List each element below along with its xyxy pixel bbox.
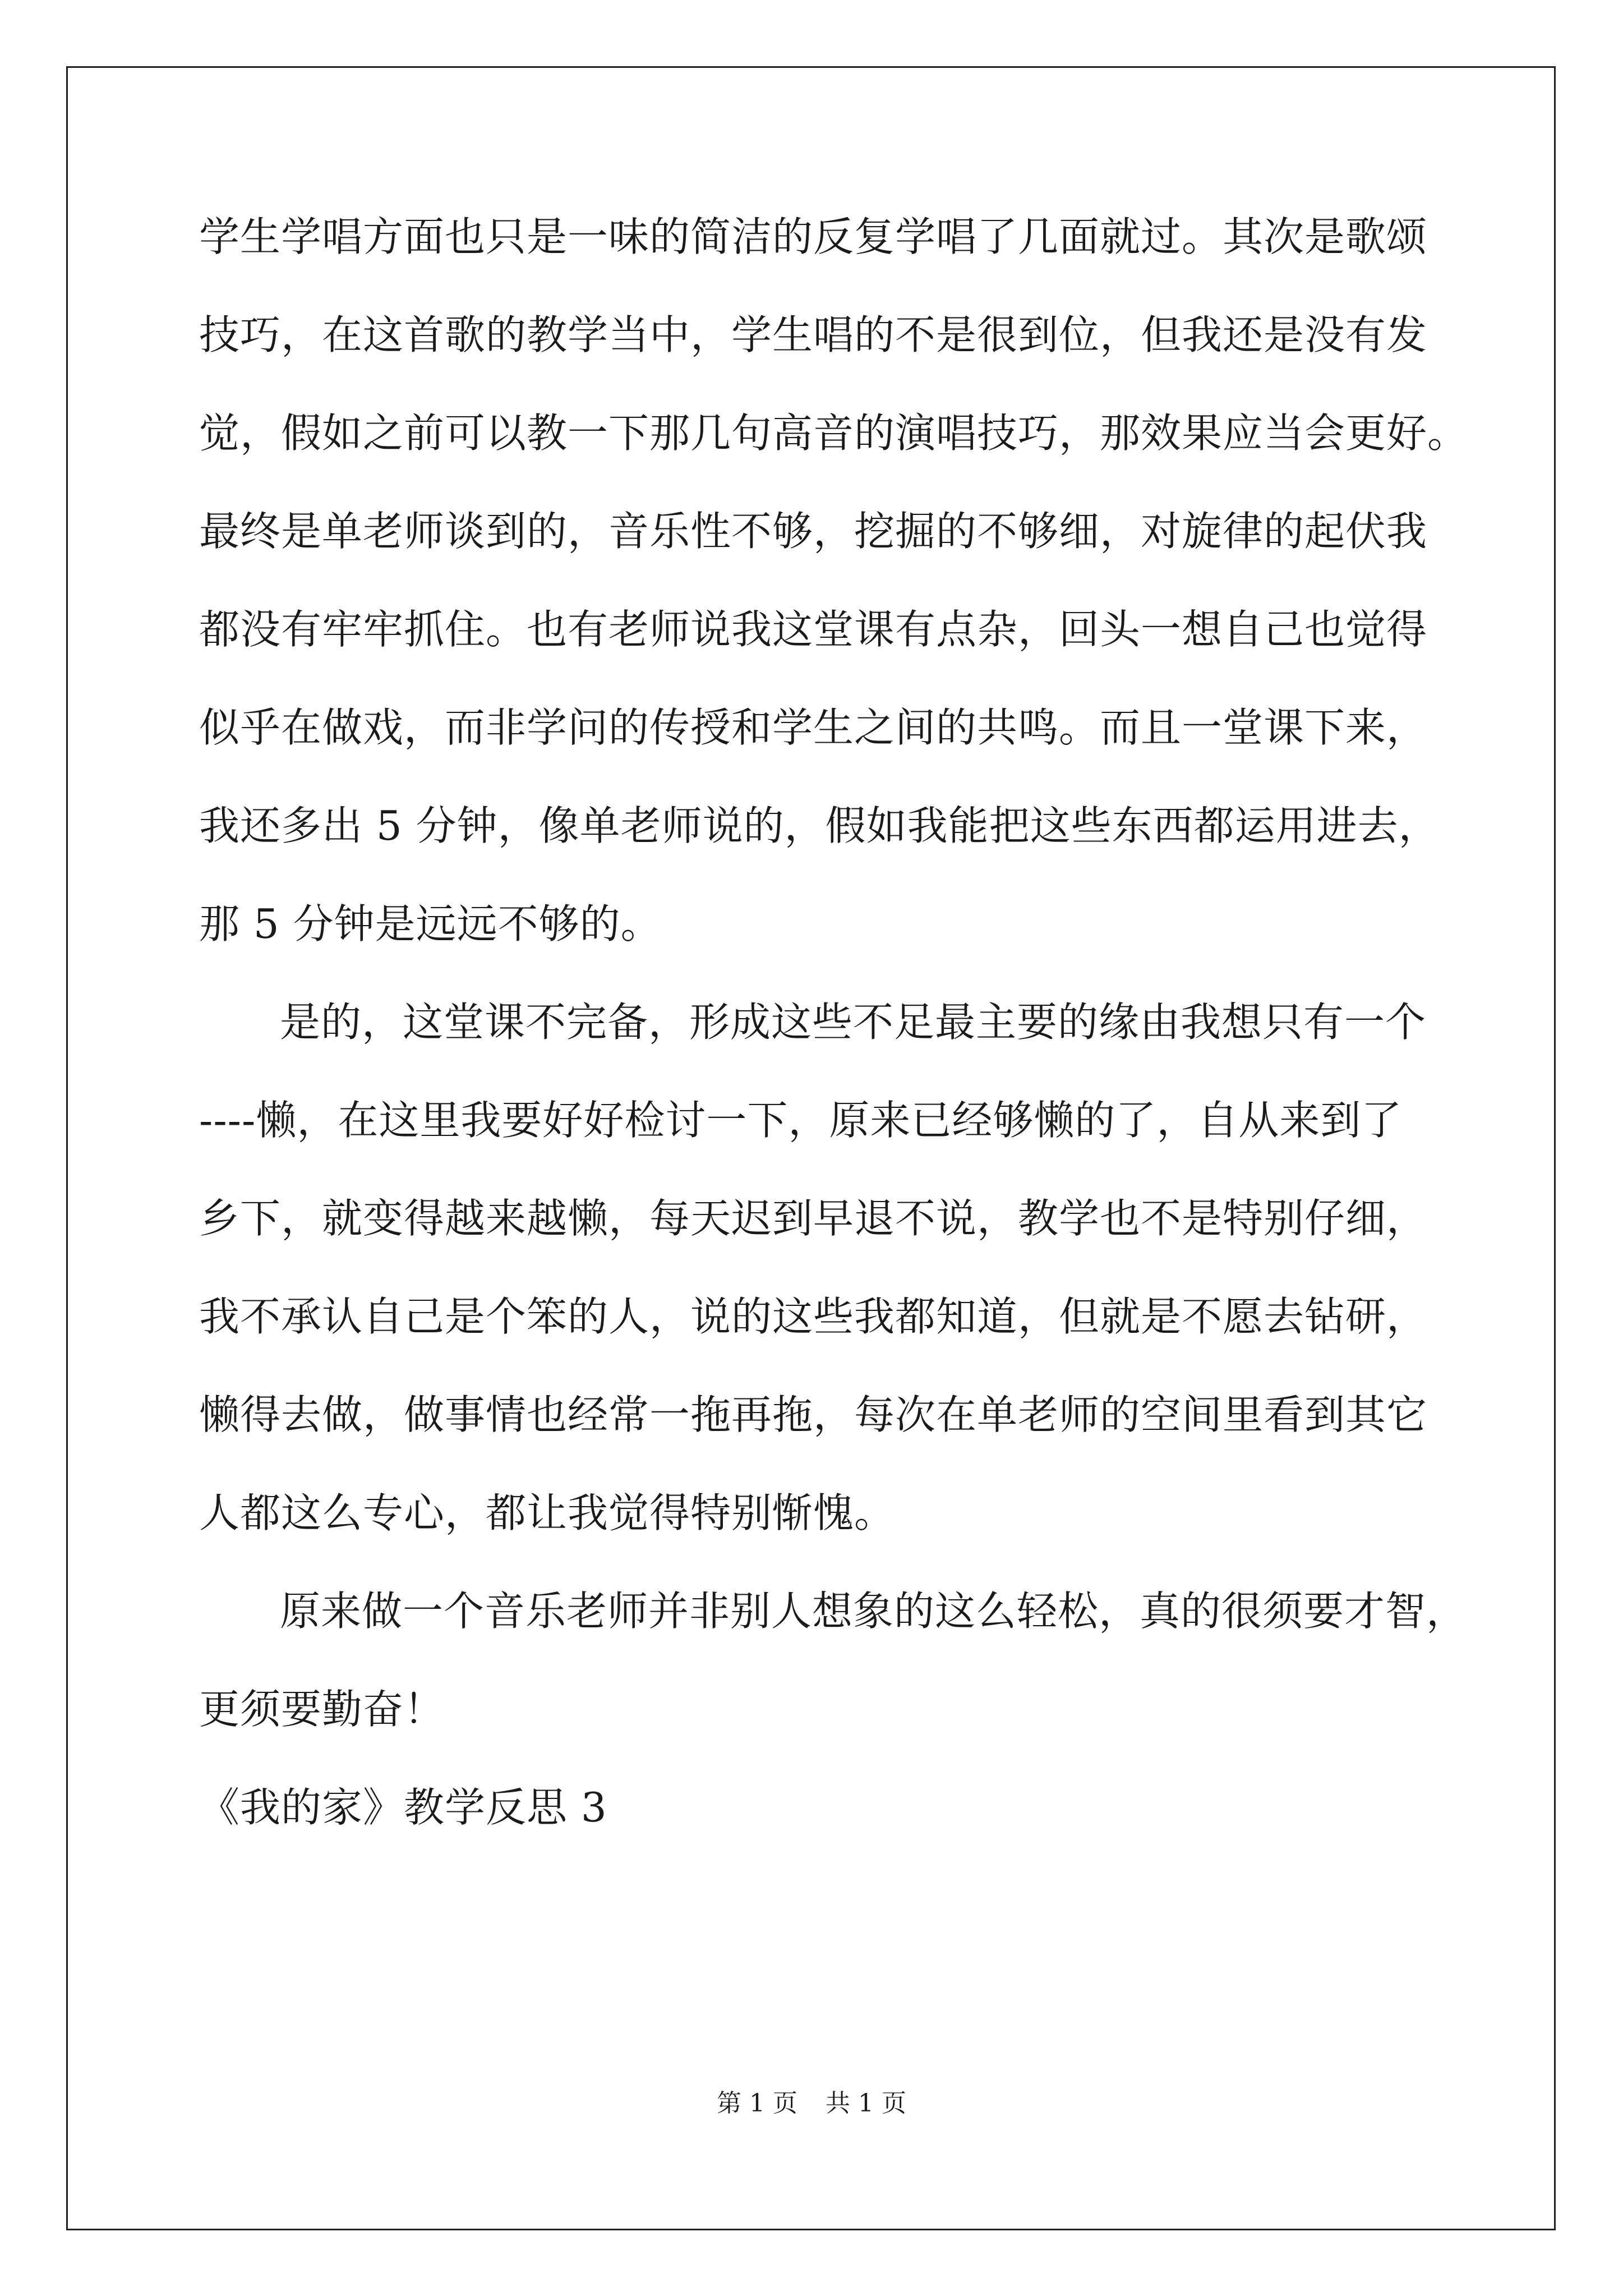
page-number: 第 1 页 xyxy=(717,2089,797,2118)
paragraph-line: 人都这么专心，都让我觉得特别惭愧。 xyxy=(199,1489,896,1536)
page-total: 共 1 页 xyxy=(826,2089,906,2118)
paragraph-line: 技巧，在这首歌的教学当中，学生唱的不是很到位，但我还是没有发 xyxy=(199,311,1428,358)
page-footer xyxy=(0,2087,1623,2120)
paragraph-line: ----懒，在这里我要好好检讨一下，原来已经够懒的了，自从来到了 xyxy=(199,1097,1403,1144)
paragraph-line: 最终是单老师谈到的，音乐性不够，挖掘的不够细，对旋律的起伏我 xyxy=(199,508,1428,555)
paragraph-line: 都没有牢牢抓住。也有老师说我这堂课有点杂，回头一想自己也觉得 xyxy=(199,606,1428,653)
section-heading: 《我的家》教学反思 3 xyxy=(199,1784,607,1831)
paragraph-line: 是的，这堂课不完备，形成这些不足最主要的缘由我想只有一个 xyxy=(280,999,1427,1046)
paragraph-line: 乡下，就变得越来越懒，每天迟到早退不说，教学也不是特别仔细， xyxy=(199,1195,1428,1242)
paragraph-line: 懒得去做，做事情也经常一拖再拖，每次在单老师的空间里看到其它 xyxy=(199,1391,1428,1438)
paragraph-line: 我不承认自己是个笨的人，说的这些我都知道，但就是不愿去钻研， xyxy=(199,1293,1428,1340)
document-body xyxy=(199,209,1469,1878)
paragraph-line: 原来做一个音乐老师并非别人想象的这么轻松，真的很须要才智， xyxy=(280,1588,1468,1635)
paragraph-line: 那 5 分钟是远远不够的。 xyxy=(199,900,662,947)
paragraph-line: 觉，假如之前可以教一下那几句高音的演唱技巧，那效果应当会更好。 xyxy=(199,409,1469,457)
paragraph-line: 学生学唱方面也只是一味的简洁的反复学唱了几面就过。其次是歌颂 xyxy=(199,213,1428,260)
paragraph-line: 我还多出 5 分钟，像单老师说的，假如我能把这些东西都运用进去， xyxy=(199,802,1440,849)
paragraph-line: 似乎在做戏，而非学问的传授和学生之间的共鸣。而且一堂课下来， xyxy=(199,704,1428,751)
paragraph-line: 更须要勤奋！ xyxy=(199,1686,445,1733)
